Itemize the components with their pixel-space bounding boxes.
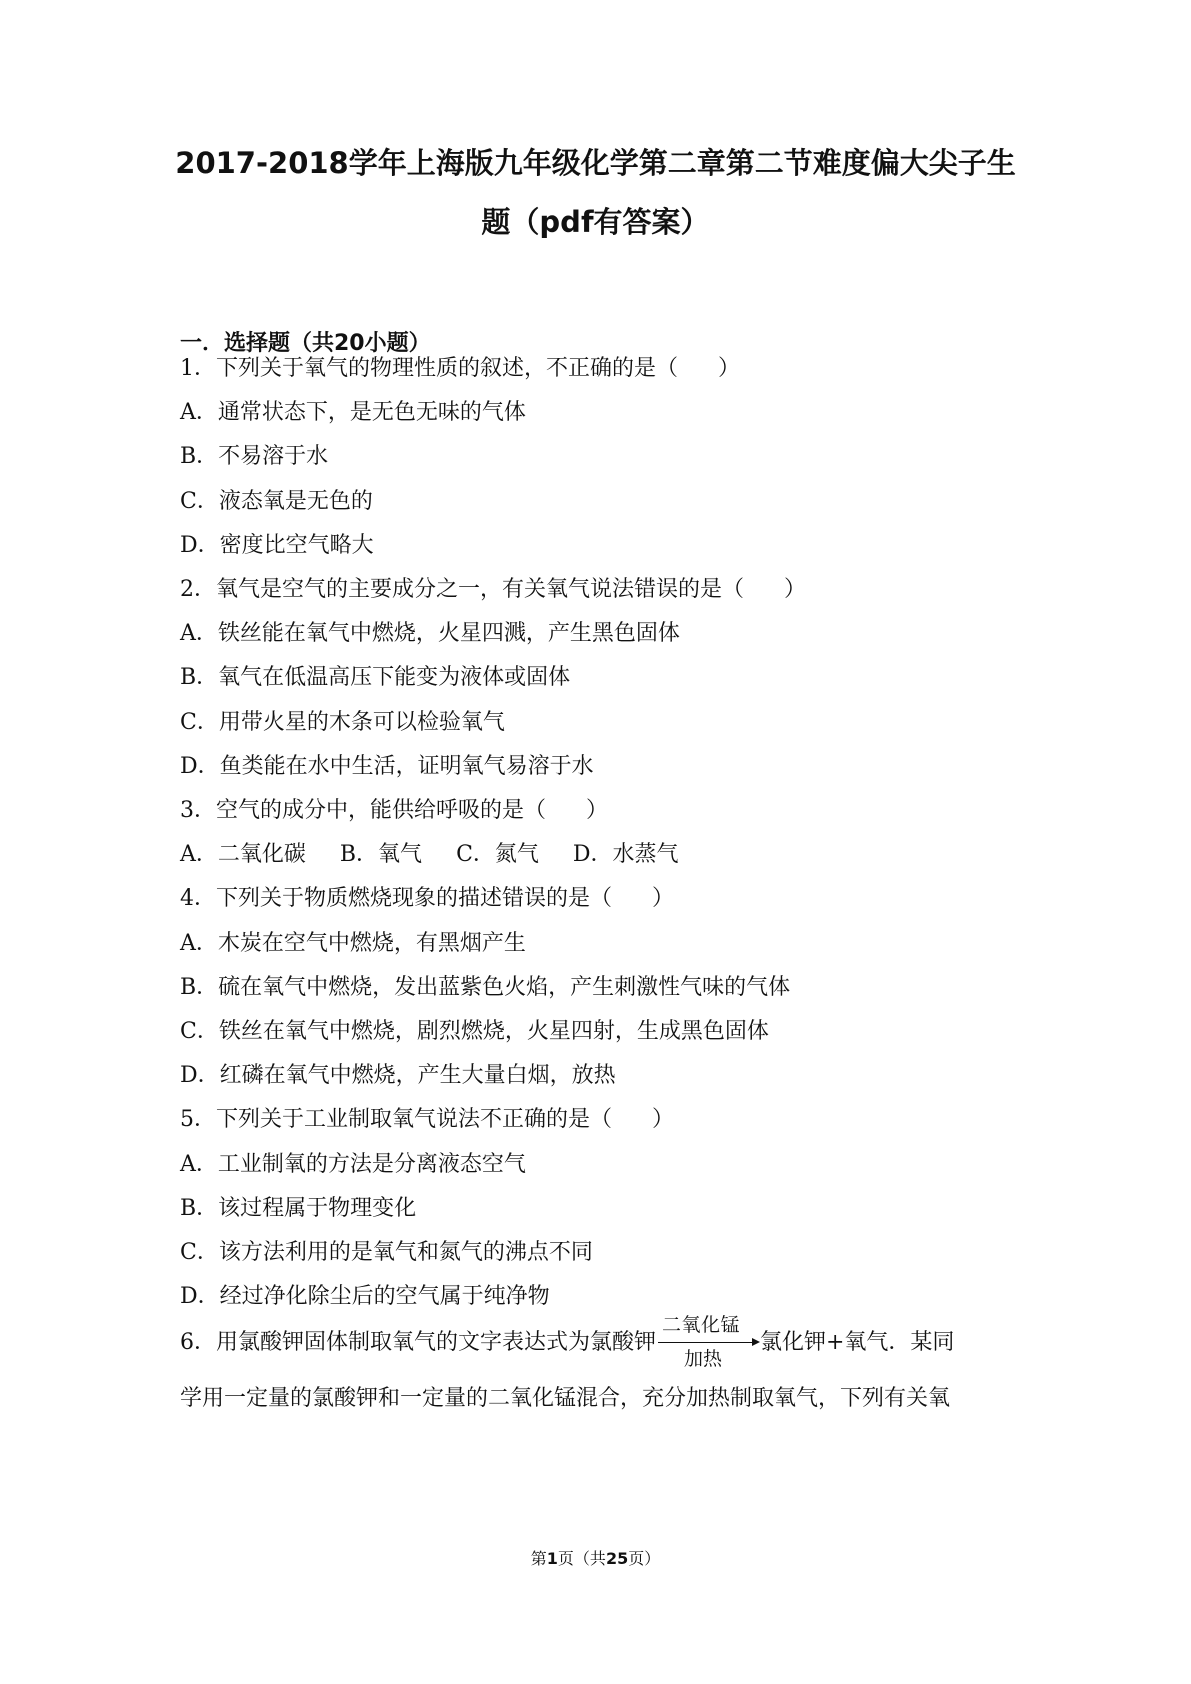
question-text: 4．下列关于物质燃烧现象的描述错误的是（ [180,886,612,911]
question-stem [180,1107,674,1133]
question-stem [180,798,608,824]
question-6-text-after: 氯化钾+氧气．某同 [760,1330,955,1355]
question-6-line-2: 学用一定量的氯酸钾和一定量的二氧化锰混合，充分加热制取氧气，下列有关氧 [180,1386,951,1411]
option-line: A．通常状态下，是无色无味的气体 [180,400,526,425]
question-text: 5．下列关于工业制取氧气说法不正确的是（ [180,1107,612,1132]
option-line: B．该过程属于物理变化 [180,1196,417,1221]
question-stem [180,577,806,603]
option-line: B．氧气在低温高压下能变为液体或固体 [180,665,571,690]
option-line: B．硫在氧气中燃烧，发出蓝紫色火焰，产生刺激性气味的气体 [180,975,791,1000]
page-number: 1 [546,1549,558,1568]
closing-bracket: ） [586,798,609,823]
question-6-line-1 [180,1314,955,1370]
option-item: D．水蒸气 [572,842,679,867]
reaction-condition-heat: 加热 [684,1348,723,1370]
option-line: C．该方法利用的是氧气和氮气的沸点不同 [180,1240,593,1265]
option-line: D．鱼类能在水中生活，证明氧气易溶于水 [180,754,594,779]
option-item: C．氮气 [456,842,539,867]
page-total: 25 [605,1549,629,1568]
document-title-line-1: 2017-2018学年上海版九年级化学第二章第二节难度偏大尖子生 [175,146,1016,180]
closing-bracket: ） [784,577,807,602]
section-heading: 一．选择题（共20小题） [180,331,431,356]
option-line: C．用带火星的木条可以检验氧气 [180,710,505,735]
question-stem [180,886,674,912]
option-item: A．二氧化碳 [180,842,306,867]
option-line: A．工业制氧的方法是分离液态空气 [180,1152,526,1177]
option-line: C．铁丝在氧气中燃烧，剧烈燃烧，火星四射，生成黑色固体 [180,1019,769,1044]
page-footer: 第1页（共25页） [530,1549,661,1568]
question-text: 3．空气的成分中，能供给呼吸的是（ [180,798,546,823]
reaction-condition-catalyst: 二氧化锰 [662,1314,741,1336]
closing-bracket: ） [652,886,675,911]
option-line: A．铁丝能在氧气中燃烧，火星四溅，产生黑色固体 [180,621,680,646]
option-item: B．氧气 [339,842,423,867]
option-line: B．不易溶于水 [180,444,329,469]
options-row [180,842,713,868]
option-line: D．密度比空气略大 [180,533,374,558]
closing-bracket: ） [718,356,741,381]
arrow-icon [658,1342,758,1343]
option-line: C．液态氧是无色的 [180,489,373,514]
question-text: 1．下列关于氧气的物理性质的叙述，不正确的是（ [180,356,678,381]
question-text: 2．氧气是空气的主要成分之一，有关氧气说法错误的是（ [180,577,744,602]
closing-bracket: ） [652,1107,675,1132]
question-stem [180,356,740,382]
reaction-arrow [656,1314,760,1370]
document-title-line-2: 题（pdf有答案） [481,205,710,239]
option-line: A．木炭在空气中燃烧，有黑烟产生 [180,931,526,956]
option-line: D．经过净化除尘后的空气属于纯净物 [180,1284,550,1309]
option-line: D．红磷在氧气中燃烧，产生大量白烟，放热 [180,1063,616,1088]
question-6-text-before: 6．用氯酸钾固体制取氧气的文字表达式为氯酸钾 [180,1330,656,1355]
